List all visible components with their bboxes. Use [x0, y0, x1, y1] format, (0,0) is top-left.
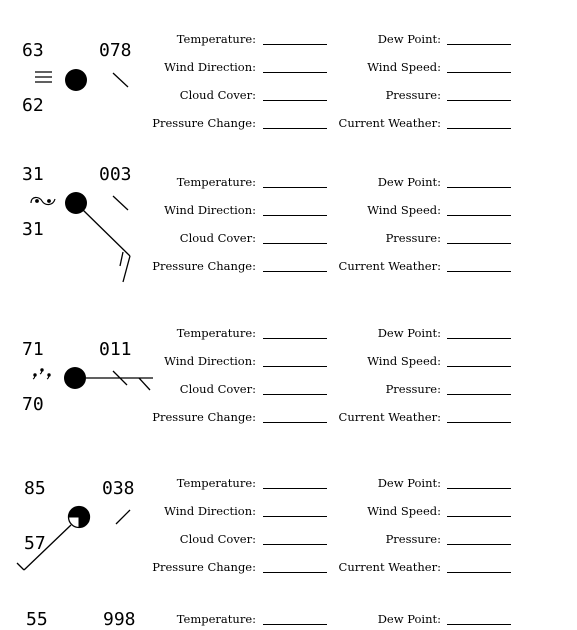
- current-weather-label: Current Weather:: [338, 259, 441, 273]
- wind-speed-label: Wind Speed:: [367, 60, 441, 74]
- pressure-change-answer-blank[interactable]: [263, 271, 327, 272]
- cloud-cover-answer-blank[interactable]: [263, 394, 327, 395]
- pressure-value: 003: [99, 164, 132, 185]
- wind-barb-staff: [24, 525, 71, 570]
- pressure-change-label: Pressure Change:: [152, 410, 256, 424]
- cloud-cover-answer-blank[interactable]: [263, 544, 327, 545]
- dew-point-answer-blank[interactable]: [447, 624, 511, 625]
- pressure-label: Pressure:: [385, 88, 441, 102]
- pressure-change-answer-blank[interactable]: [263, 422, 327, 423]
- wind-direction-answer-blank[interactable]: [263, 72, 327, 73]
- wind-direction-label: Wind Direction:: [164, 60, 256, 74]
- current-weather-answer-blank[interactable]: [447, 572, 511, 573]
- pressure-value: 011: [99, 339, 132, 360]
- wind-speed-label: Wind Speed:: [367, 203, 441, 217]
- wind-speed-answer-blank[interactable]: [447, 366, 511, 367]
- cloud-cover-label: Cloud Cover:: [179, 231, 256, 245]
- cloud-cover-label: Cloud Cover:: [179, 88, 256, 102]
- temperature-value: 71: [22, 339, 44, 360]
- cloud-cover-label: Cloud Cover:: [179, 382, 256, 396]
- dew-point-label: Dew Point:: [377, 326, 441, 340]
- wind-speed-answer-blank[interactable]: [447, 516, 511, 517]
- wind-speed-label: Wind Speed:: [367, 504, 441, 518]
- temperature-label: Temperature:: [176, 612, 256, 626]
- dew-point-label: Dew Point:: [377, 612, 441, 626]
- temperature-answer-blank[interactable]: [263, 624, 327, 625]
- pressure-value: 078: [99, 40, 132, 61]
- pressure-answer-blank[interactable]: [447, 394, 511, 395]
- pressure-value: 038: [102, 478, 135, 499]
- wind-direction-label: Wind Direction:: [164, 354, 256, 368]
- wind-direction-answer-blank[interactable]: [263, 366, 327, 367]
- temperature-answer-blank[interactable]: [263, 44, 327, 45]
- temperature-label: Temperature:: [176, 476, 256, 490]
- dew-point-answer-blank[interactable]: [447, 338, 511, 339]
- cloud-cover-answer-blank[interactable]: [263, 243, 327, 244]
- current-weather-answer-blank[interactable]: [447, 271, 511, 272]
- dew-point-label: Dew Point:: [377, 476, 441, 490]
- dew-point-value: 62: [22, 95, 44, 116]
- pressure-change-answer-blank[interactable]: [263, 128, 327, 129]
- pressure-answer-blank[interactable]: [447, 243, 511, 244]
- temperature-label: Temperature:: [176, 32, 256, 46]
- dew-point-value: 31: [22, 219, 44, 240]
- current-weather-label: Current Weather:: [338, 116, 441, 130]
- temperature-answer-blank[interactable]: [263, 338, 327, 339]
- pressure-tendency-line: [116, 510, 130, 524]
- pressure-change-label: Pressure Change:: [152, 560, 256, 574]
- dew-point-value: 57: [24, 533, 46, 554]
- wind-speed-answer-blank[interactable]: [447, 72, 511, 73]
- current-weather-label: Current Weather:: [338, 410, 441, 424]
- dew-point-answer-blank[interactable]: [447, 488, 511, 489]
- current-weather-answer-blank[interactable]: [447, 128, 511, 129]
- cloud-cover-answer-blank[interactable]: [263, 100, 327, 101]
- pressure-change-label: Pressure Change:: [152, 116, 256, 130]
- temperature-label: Temperature:: [176, 175, 256, 189]
- dew-point-label: Dew Point:: [377, 175, 441, 189]
- dew-point-label: Dew Point:: [377, 32, 441, 46]
- temperature-value: 31: [22, 164, 44, 185]
- wind-direction-label: Wind Direction:: [164, 203, 256, 217]
- pressure-value: 998: [103, 609, 136, 630]
- dew-point-value: 70: [22, 394, 44, 415]
- current-weather-label: Current Weather:: [338, 560, 441, 574]
- wind-direction-label: Wind Direction:: [164, 504, 256, 518]
- wind-direction-answer-blank[interactable]: [263, 215, 327, 216]
- current-weather-answer-blank[interactable]: [447, 422, 511, 423]
- pressure-answer-blank[interactable]: [447, 100, 511, 101]
- temperature-value: 63: [22, 40, 44, 61]
- wind-direction-answer-blank[interactable]: [263, 516, 327, 517]
- temperature-label: Temperature:: [176, 326, 256, 340]
- pressure-change-answer-blank[interactable]: [263, 572, 327, 573]
- temperature-answer-blank[interactable]: [263, 187, 327, 188]
- cloud-cover-label: Cloud Cover:: [179, 532, 256, 546]
- wind-speed-label: Wind Speed:: [367, 354, 441, 368]
- temperature-answer-blank[interactable]: [263, 488, 327, 489]
- pressure-label: Pressure:: [385, 231, 441, 245]
- dew-point-answer-blank[interactable]: [447, 187, 511, 188]
- pressure-label: Pressure:: [385, 382, 441, 396]
- pressure-answer-blank[interactable]: [447, 544, 511, 545]
- temperature-value: 85: [24, 478, 46, 499]
- pressure-change-label: Pressure Change:: [152, 259, 256, 273]
- temperature-value: 55: [26, 609, 48, 630]
- pressure-label: Pressure:: [385, 532, 441, 546]
- wind-barb: [17, 563, 24, 570]
- partly-cloudy-cover-icon: [69, 507, 90, 528]
- wind-speed-answer-blank[interactable]: [447, 215, 511, 216]
- dew-point-answer-blank[interactable]: [447, 44, 511, 45]
